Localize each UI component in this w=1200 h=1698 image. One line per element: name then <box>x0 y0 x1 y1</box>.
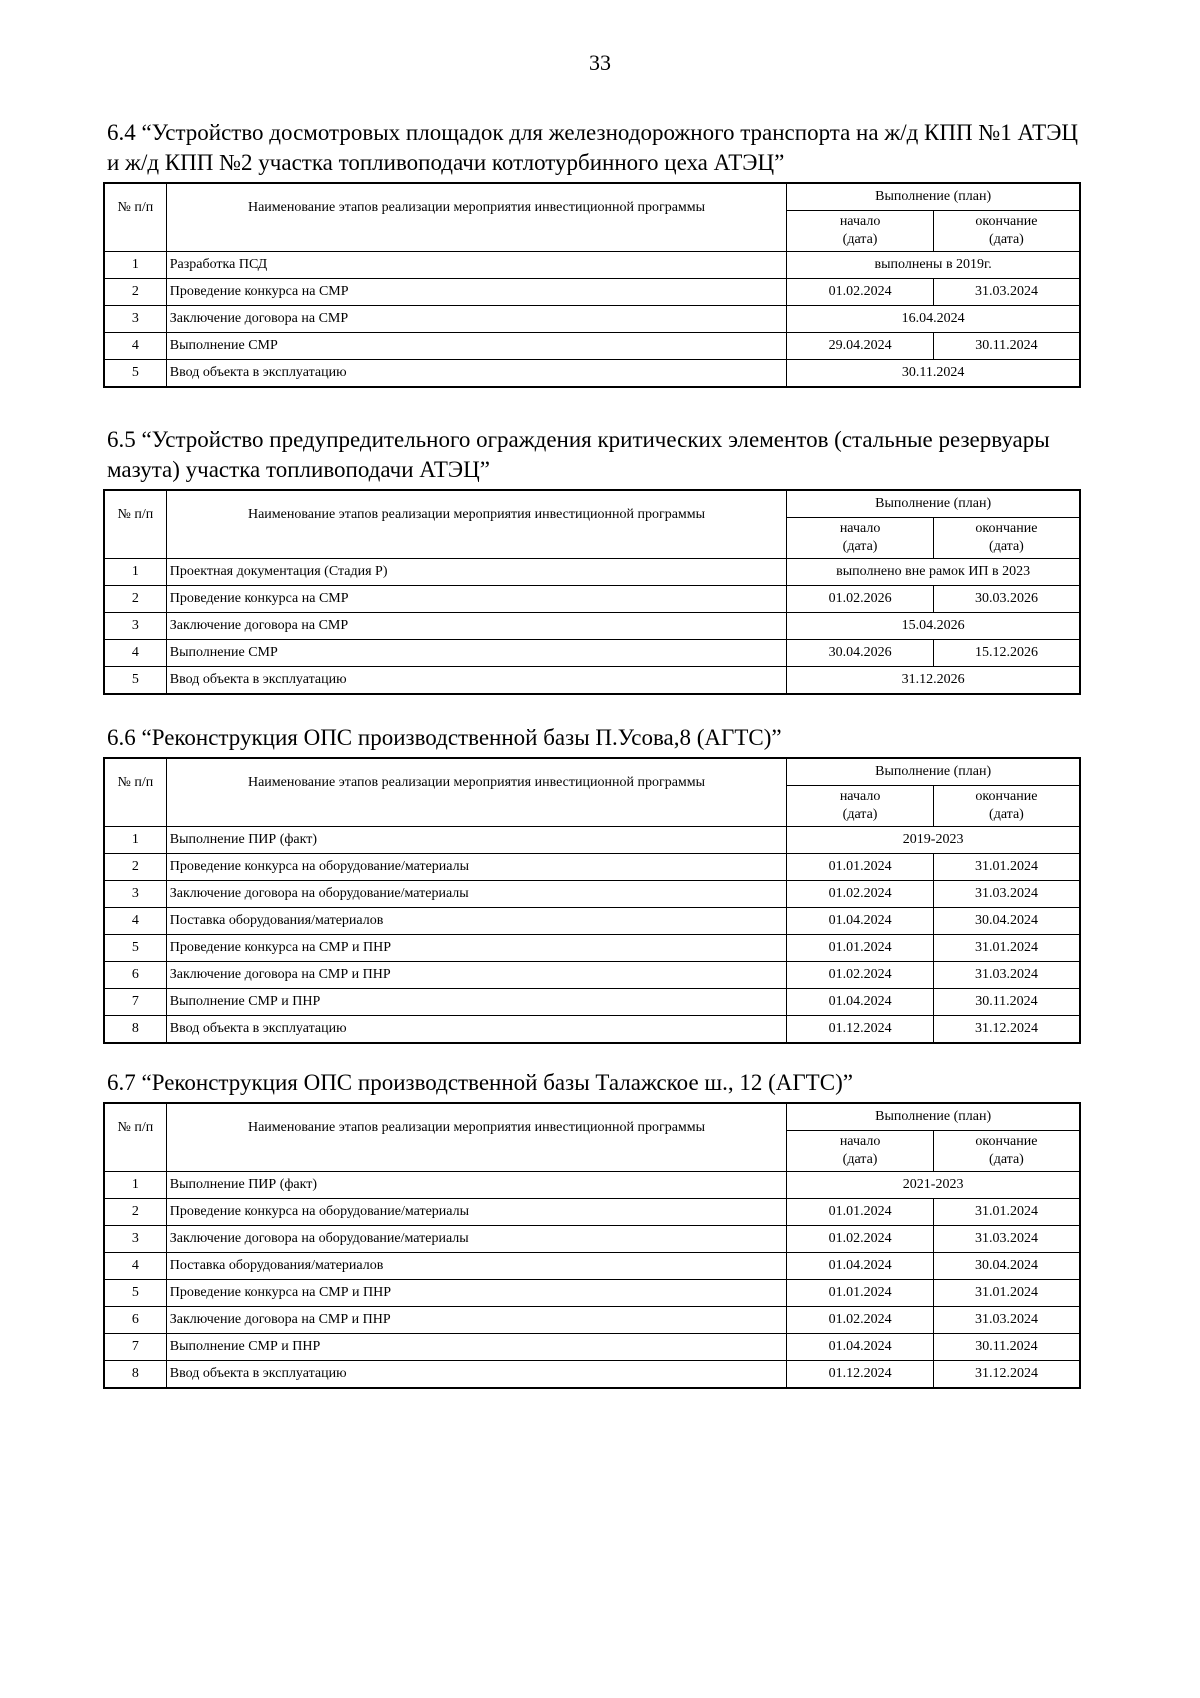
stage-name: Заключение договора на СМР <box>166 613 787 640</box>
end-date: 31.01.2024 <box>933 854 1080 881</box>
table-row <box>104 827 1080 854</box>
row-number: 2 <box>104 854 166 881</box>
row-number: 3 <box>104 881 166 908</box>
stage-name: Выполнение СМР <box>166 640 787 667</box>
header-execution: Выполнение (план) <box>787 1103 1080 1131</box>
header-execution: Выполнение (план) <box>787 758 1080 786</box>
start-date: 01.04.2024 <box>787 908 934 935</box>
stage-name: Проведение конкурса на СМР <box>166 586 787 613</box>
end-date: 31.01.2024 <box>933 935 1080 962</box>
start-date: 01.04.2024 <box>787 1334 934 1361</box>
stage-name: Проведение конкурса на оборудование/материалы <box>166 1199 787 1226</box>
start-date: 29.04.2024 <box>787 333 934 360</box>
header-end: окончание (дата) <box>933 1131 1080 1172</box>
stage-name: Выполнение СМР <box>166 333 787 360</box>
row-number: 2 <box>104 279 166 306</box>
stage-name: Заключение договора на СМР и ПНР <box>166 962 787 989</box>
schedule-table <box>103 1102 1081 1389</box>
row-number: 6 <box>104 962 166 989</box>
table-row <box>104 1172 1080 1199</box>
table-row <box>104 1280 1080 1307</box>
stage-period: выполнены в 2019г. <box>787 252 1080 279</box>
row-number: 4 <box>104 333 166 360</box>
table-row <box>104 962 1080 989</box>
table-row <box>104 252 1080 279</box>
start-date: 01.01.2024 <box>787 1199 934 1226</box>
header-execution: Выполнение (план) <box>787 183 1080 211</box>
header-execution: Выполнение (план) <box>787 490 1080 518</box>
row-number: 7 <box>104 1334 166 1361</box>
stage-period: выполнено вне рамок ИП в 2023 <box>787 559 1080 586</box>
table-row <box>104 989 1080 1016</box>
header-num: № п/п <box>104 490 166 559</box>
header-end: окончание (дата) <box>933 211 1080 252</box>
end-date: 31.03.2024 <box>933 279 1080 306</box>
start-date: 01.01.2024 <box>787 854 934 881</box>
table-row <box>104 1334 1080 1361</box>
schedule-table <box>103 489 1081 695</box>
row-number: 1 <box>104 1172 166 1199</box>
stage-name: Заключение договора на оборудование/материалы <box>166 881 787 908</box>
header-start: начало (дата) <box>787 518 934 559</box>
stage-period: 2021-2023 <box>787 1172 1080 1199</box>
section-title: 6.6 “Реконструкция ОПС производственной базы П.Усова,8 (АГТС)” <box>107 725 782 750</box>
end-date: 30.04.2024 <box>933 908 1080 935</box>
end-date: 30.03.2026 <box>933 586 1080 613</box>
header-start: начало (дата) <box>787 211 934 252</box>
stage-name: Выполнение ПИР (факт) <box>166 1172 787 1199</box>
row-number: 1 <box>104 559 166 586</box>
start-date: 01.01.2024 <box>787 935 934 962</box>
table-row <box>104 586 1080 613</box>
end-date: 31.03.2024 <box>933 962 1080 989</box>
header-start: начало (дата) <box>787 1131 934 1172</box>
table-row <box>104 854 1080 881</box>
row-number: 5 <box>104 935 166 962</box>
start-date: 01.01.2024 <box>787 1280 934 1307</box>
header-num: № п/п <box>104 183 166 252</box>
row-number: 5 <box>104 1280 166 1307</box>
end-date: 31.03.2024 <box>933 1307 1080 1334</box>
row-number: 5 <box>104 667 166 695</box>
stage-name: Выполнение СМР и ПНР <box>166 1334 787 1361</box>
table-row <box>104 1361 1080 1389</box>
header-num: № п/п <box>104 758 166 827</box>
header-name: Наименование этапов реализации мероприятия инвестиционной программы <box>166 1103 787 1172</box>
header-name: Наименование этапов реализации мероприятия инвестиционной программы <box>166 490 787 559</box>
start-date: 01.04.2024 <box>787 1253 934 1280</box>
stage-period: 16.04.2024 <box>787 306 1080 333</box>
header-num: № п/п <box>104 1103 166 1172</box>
header-name: Наименование этапов реализации мероприятия инвестиционной программы <box>166 183 787 252</box>
stage-name: Проведение конкурса на СМР <box>166 279 787 306</box>
stage-name: Разработка ПСД <box>166 252 787 279</box>
start-date: 01.02.2024 <box>787 1226 934 1253</box>
table-row <box>104 360 1080 388</box>
table-row <box>104 935 1080 962</box>
stage-name: Ввод объекта в эксплуатацию <box>166 360 787 388</box>
section-2 <box>103 425 1081 695</box>
table-row <box>104 640 1080 667</box>
row-number: 8 <box>104 1361 166 1389</box>
stage-period: 30.11.2024 <box>787 360 1080 388</box>
stage-name: Поставка оборудования/материалов <box>166 908 787 935</box>
table-row <box>104 613 1080 640</box>
end-date: 31.03.2024 <box>933 1226 1080 1253</box>
row-number: 4 <box>104 640 166 667</box>
stage-name: Проведение конкурса на СМР и ПНР <box>166 935 787 962</box>
header-end: окончание (дата) <box>933 518 1080 559</box>
end-date: 30.11.2024 <box>933 989 1080 1016</box>
section-3 <box>103 723 1081 1044</box>
end-date: 31.12.2024 <box>933 1016 1080 1044</box>
section-title: 6.4 “Устройство досмотровых площадок для железнодорожного транспорта на ж/д КПП №1 АТЭЦ и ж/д КПП №2 участка топливоподачи котлотурбинного цеха АТЭЦ” <box>107 120 1078 175</box>
start-date: 01.12.2024 <box>787 1016 934 1044</box>
row-number: 7 <box>104 989 166 1016</box>
table-row <box>104 1016 1080 1044</box>
end-date: 15.12.2026 <box>933 640 1080 667</box>
section-1 <box>103 118 1081 388</box>
stage-period: 15.04.2026 <box>787 613 1080 640</box>
stage-name: Ввод объекта в эксплуатацию <box>166 667 787 695</box>
stage-name: Заключение договора на СМР <box>166 306 787 333</box>
start-date: 30.04.2026 <box>787 640 934 667</box>
header-name: Наименование этапов реализации мероприятия инвестиционной программы <box>166 758 787 827</box>
stage-name: Поставка оборудования/материалов <box>166 1253 787 1280</box>
end-date: 30.11.2024 <box>933 1334 1080 1361</box>
stage-name: Проектная документация (Стадия Р) <box>166 559 787 586</box>
row-number: 3 <box>104 306 166 333</box>
end-date: 31.01.2024 <box>933 1199 1080 1226</box>
start-date: 01.02.2024 <box>787 1307 934 1334</box>
section-4 <box>103 1068 1081 1389</box>
row-number: 2 <box>104 1199 166 1226</box>
schedule-table <box>103 757 1081 1044</box>
stage-name: Проведение конкурса на оборудование/материалы <box>166 854 787 881</box>
row-number: 5 <box>104 360 166 388</box>
table-row <box>104 1253 1080 1280</box>
row-number: 3 <box>104 613 166 640</box>
start-date: 01.02.2024 <box>787 279 934 306</box>
stage-name: Выполнение СМР и ПНР <box>166 989 787 1016</box>
end-date: 30.04.2024 <box>933 1253 1080 1280</box>
end-date: 31.03.2024 <box>933 881 1080 908</box>
row-number: 4 <box>104 908 166 935</box>
table-row <box>104 667 1080 695</box>
table-row <box>104 306 1080 333</box>
table-row <box>104 279 1080 306</box>
table-row <box>104 1307 1080 1334</box>
section-title: 6.7 “Реконструкция ОПС производственной базы Талажское ш., 12 (АГТС)” <box>107 1070 853 1095</box>
start-date: 01.02.2026 <box>787 586 934 613</box>
schedule-table <box>103 182 1081 388</box>
stage-name: Проведение конкурса на СМР и ПНР <box>166 1280 787 1307</box>
stage-name: Заключение договора на СМР и ПНР <box>166 1307 787 1334</box>
row-number: 8 <box>104 1016 166 1044</box>
header-end: окончание (дата) <box>933 786 1080 827</box>
end-date: 30.11.2024 <box>933 333 1080 360</box>
row-number: 3 <box>104 1226 166 1253</box>
table-row <box>104 881 1080 908</box>
page-number: 33 <box>589 50 611 75</box>
row-number: 2 <box>104 586 166 613</box>
table-row <box>104 1199 1080 1226</box>
start-date: 01.12.2024 <box>787 1361 934 1389</box>
row-number: 4 <box>104 1253 166 1280</box>
stage-name: Ввод объекта в эксплуатацию <box>166 1016 787 1044</box>
table-row <box>104 333 1080 360</box>
stage-period: 31.12.2026 <box>787 667 1080 695</box>
stage-name: Выполнение ПИР (факт) <box>166 827 787 854</box>
header-start: начало (дата) <box>787 786 934 827</box>
stage-name: Заключение договора на оборудование/материалы <box>166 1226 787 1253</box>
section-title: 6.5 “Устройство предупредительного ограждения критических элементов (стальные резервуары мазута) участка топливоподачи АТЭЦ” <box>107 427 1050 482</box>
end-date: 31.01.2024 <box>933 1280 1080 1307</box>
row-number: 1 <box>104 827 166 854</box>
table-row <box>104 1226 1080 1253</box>
start-date: 01.04.2024 <box>787 989 934 1016</box>
start-date: 01.02.2024 <box>787 881 934 908</box>
table-row <box>104 908 1080 935</box>
start-date: 01.02.2024 <box>787 962 934 989</box>
row-number: 6 <box>104 1307 166 1334</box>
row-number: 1 <box>104 252 166 279</box>
table-row <box>104 559 1080 586</box>
stage-period: 2019-2023 <box>787 827 1080 854</box>
end-date: 31.12.2024 <box>933 1361 1080 1389</box>
stage-name: Ввод объекта в эксплуатацию <box>166 1361 787 1389</box>
